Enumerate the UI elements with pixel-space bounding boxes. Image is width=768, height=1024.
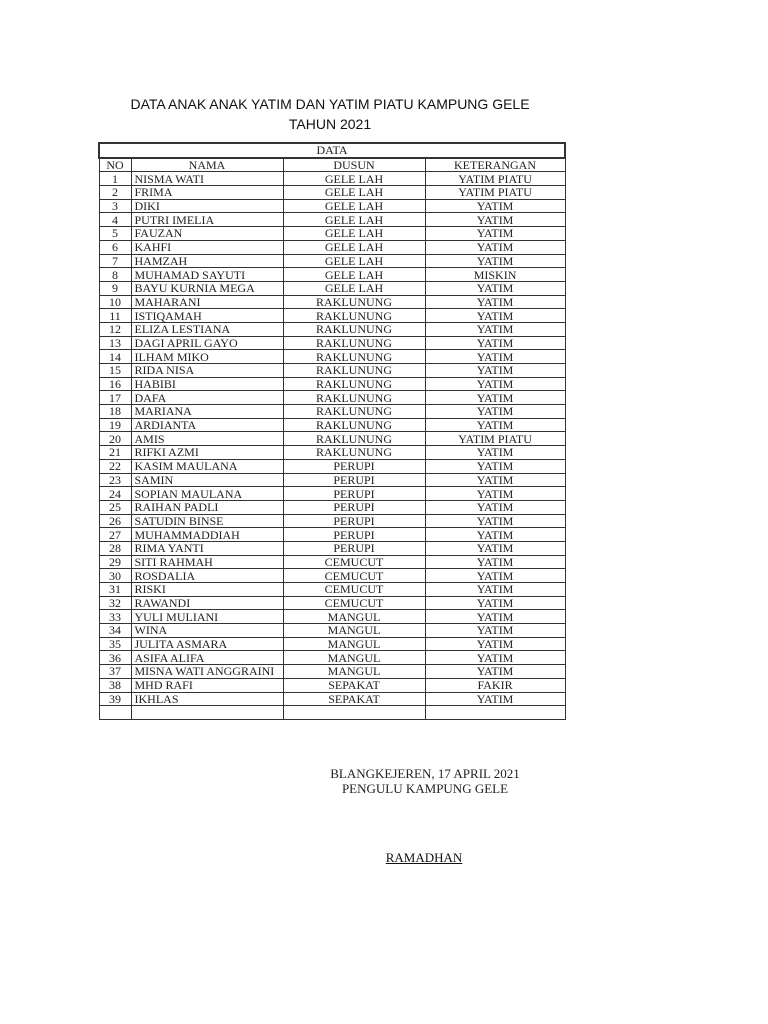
row-number: 38 [99, 678, 131, 692]
row-number: 11 [99, 309, 131, 323]
row-number: 23 [99, 473, 131, 487]
row-dusun: PERUPI [283, 541, 425, 555]
row-number: 24 [99, 487, 131, 501]
column-header-dusun: DUSUN [283, 158, 425, 172]
table-row [99, 377, 565, 391]
row-name: DAFA [131, 391, 283, 405]
row-name: SAMIN [131, 473, 283, 487]
column-header-nama: NAMA [131, 158, 283, 172]
table-group-header: DATA [99, 143, 565, 158]
row-dusun: PERUPI [283, 528, 425, 542]
table-row [99, 637, 565, 651]
row-number: 33 [99, 610, 131, 624]
row-dusun: PERUPI [283, 473, 425, 487]
row-keterangan: YATIM [425, 350, 565, 364]
table-row [99, 446, 565, 460]
empty-cell [131, 706, 283, 720]
row-dusun: RAKLUNUNG [283, 295, 425, 309]
table-row [99, 432, 565, 446]
row-number: 19 [99, 418, 131, 432]
row-dusun: SEPAKAT [283, 692, 425, 706]
row-name: KAHFI [131, 240, 283, 254]
row-dusun: RAKLUNUNG [283, 309, 425, 323]
row-keterangan: YATIM [425, 473, 565, 487]
table-row [99, 350, 565, 364]
row-name: MAHARANI [131, 295, 283, 309]
row-name: HABIBI [131, 377, 283, 391]
row-keterangan: YATIM [425, 240, 565, 254]
table-row [99, 555, 565, 569]
row-name: PUTRI IMELIA [131, 213, 283, 227]
row-keterangan: YATIM [425, 555, 565, 569]
row-keterangan: YATIM [425, 213, 565, 227]
row-keterangan: YATIM [425, 377, 565, 391]
row-dusun: GELE LAH [283, 213, 425, 227]
row-dusun: RAKLUNUNG [283, 405, 425, 419]
row-keterangan: YATIM [425, 569, 565, 583]
row-keterangan: YATIM [425, 651, 565, 665]
row-number: 13 [99, 336, 131, 350]
table-row [99, 678, 565, 692]
row-number: 30 [99, 569, 131, 583]
row-number: 34 [99, 624, 131, 638]
row-name: IKHLAS [131, 692, 283, 706]
row-keterangan: YATIM [425, 583, 565, 597]
table-row [99, 295, 565, 309]
row-name: ELIZA LESTIANA [131, 322, 283, 336]
row-number: 37 [99, 665, 131, 679]
table-row [99, 268, 565, 282]
row-number: 9 [99, 281, 131, 295]
row-dusun: GELE LAH [283, 268, 425, 282]
row-number: 26 [99, 514, 131, 528]
table-body [99, 172, 565, 720]
table-row [99, 487, 565, 501]
row-name: RIMA YANTI [131, 541, 283, 555]
row-number: 21 [99, 446, 131, 460]
signature-place-date: BLANGKEJEREN, 17 APRIL 2021 [330, 766, 520, 781]
row-number: 3 [99, 199, 131, 213]
row-number: 35 [99, 637, 131, 651]
table-row [99, 583, 565, 597]
row-keterangan: YATIM [425, 418, 565, 432]
row-name: DIKI [131, 199, 283, 213]
row-name: FRIMA [131, 186, 283, 200]
row-dusun: MANGUL [283, 637, 425, 651]
table-row [99, 186, 565, 200]
empty-table-row [99, 706, 565, 720]
column-header-no: NO [99, 158, 131, 172]
row-keterangan: YATIM [425, 487, 565, 501]
row-name: AMIS [131, 432, 283, 446]
row-number: 25 [99, 500, 131, 514]
row-name: JULITA ASMARA [131, 637, 283, 651]
row-keterangan: YATIM [425, 295, 565, 309]
row-keterangan: YATIM [425, 514, 565, 528]
row-keterangan: YATIM [425, 459, 565, 473]
row-number: 8 [99, 268, 131, 282]
row-name: ARDIANTA [131, 418, 283, 432]
row-number: 28 [99, 541, 131, 555]
row-keterangan: YATIM [425, 309, 565, 323]
row-name: MHD RAFI [131, 678, 283, 692]
row-number: 20 [99, 432, 131, 446]
row-name: MUHAMAD SAYUTI [131, 268, 283, 282]
row-keterangan: YATIM PIATU [425, 432, 565, 446]
row-dusun: GELE LAH [283, 281, 425, 295]
row-dusun: CEMUCUT [283, 569, 425, 583]
row-dusun: PERUPI [283, 487, 425, 501]
row-keterangan: YATIM [425, 364, 565, 378]
row-name: KASIM MAULANA [131, 459, 283, 473]
row-number: 22 [99, 459, 131, 473]
document-year: TAHUN 2021 [288, 116, 372, 132]
row-dusun: GELE LAH [283, 186, 425, 200]
table-row [99, 692, 565, 706]
table-row [99, 418, 565, 432]
row-name: SOPIAN MAULANA [131, 487, 283, 501]
table-row [99, 336, 565, 350]
row-name: DAGI APRIL GAYO [131, 336, 283, 350]
table-row [99, 391, 565, 405]
row-number: 16 [99, 377, 131, 391]
row-number: 31 [99, 583, 131, 597]
row-number: 15 [99, 364, 131, 378]
row-name: WINA [131, 624, 283, 638]
row-dusun: RAKLUNUNG [283, 432, 425, 446]
table-row [99, 528, 565, 542]
row-number: 18 [99, 405, 131, 419]
row-keterangan: YATIM [425, 391, 565, 405]
table-row [99, 254, 565, 268]
row-dusun: CEMUCUT [283, 555, 425, 569]
table-row [99, 199, 565, 213]
table-row [99, 405, 565, 419]
table-row [99, 213, 565, 227]
row-name: ROSDALIA [131, 569, 283, 583]
table-row [99, 281, 565, 295]
table-row [99, 624, 565, 638]
row-dusun: PERUPI [283, 459, 425, 473]
table-row [99, 596, 565, 610]
row-name: RAWANDI [131, 596, 283, 610]
table-row [99, 651, 565, 665]
row-dusun: RAKLUNUNG [283, 364, 425, 378]
row-dusun: RAKLUNUNG [283, 322, 425, 336]
row-dusun: RAKLUNUNG [283, 377, 425, 391]
row-name: RIFKI AZMI [131, 446, 283, 460]
row-name: MUHAMMADDIAH [131, 528, 283, 542]
row-dusun: GELE LAH [283, 254, 425, 268]
row-dusun: SEPAKAT [283, 678, 425, 692]
row-number: 10 [99, 295, 131, 309]
row-dusun: RAKLUNUNG [283, 350, 425, 364]
row-number: 29 [99, 555, 131, 569]
row-name: ISTIQAMAH [131, 309, 283, 323]
table-row [99, 309, 565, 323]
row-keterangan: YATIM PIATU [425, 186, 565, 200]
row-keterangan: YATIM [425, 254, 565, 268]
row-name: BAYU KURNIA MEGA [131, 281, 283, 295]
row-name: ILHAM MIKO [131, 350, 283, 364]
table-row [99, 500, 565, 514]
row-keterangan: YATIM [425, 199, 565, 213]
row-dusun: GELE LAH [283, 240, 425, 254]
signature-position: PENGULU KAMPUNG GELE [341, 781, 509, 796]
orphan-data-table [98, 142, 566, 720]
row-dusun: PERUPI [283, 500, 425, 514]
row-dusun: PERUPI [283, 514, 425, 528]
empty-cell [425, 706, 565, 720]
row-keterangan: YATIM [425, 624, 565, 638]
row-dusun: CEMUCUT [283, 583, 425, 597]
row-name: RISKI [131, 583, 283, 597]
empty-cell [283, 706, 425, 720]
row-name: SATUDIN BINSE [131, 514, 283, 528]
row-dusun: CEMUCUT [283, 596, 425, 610]
row-name: YULI MULIANI [131, 610, 283, 624]
table-row [99, 541, 565, 555]
row-keterangan: YATIM [425, 596, 565, 610]
row-name: MISNA WATI ANGGRAINI [131, 665, 283, 679]
row-keterangan: YATIM [425, 405, 565, 419]
row-dusun: GELE LAH [283, 172, 425, 186]
table-row [99, 172, 565, 186]
row-dusun: GELE LAH [283, 199, 425, 213]
row-name: MARIANA [131, 405, 283, 419]
row-number: 2 [99, 186, 131, 200]
row-keterangan: YATIM [425, 541, 565, 555]
row-name: RIDA NISA [131, 364, 283, 378]
row-name: ASIFA ALIFA [131, 651, 283, 665]
row-keterangan: MISKIN [425, 268, 565, 282]
row-dusun: RAKLUNUNG [283, 336, 425, 350]
row-number: 17 [99, 391, 131, 405]
row-name: FAUZAN [131, 227, 283, 241]
column-header-keterangan: KETERANGAN [425, 158, 565, 172]
table-row [99, 665, 565, 679]
row-number: 32 [99, 596, 131, 610]
empty-cell [99, 706, 131, 720]
row-number: 6 [99, 240, 131, 254]
table-row [99, 322, 565, 336]
row-dusun: RAKLUNUNG [283, 446, 425, 460]
row-dusun: MANGUL [283, 665, 425, 679]
row-dusun: MANGUL [283, 651, 425, 665]
row-dusun: RAKLUNUNG [283, 418, 425, 432]
table-row [99, 364, 565, 378]
row-keterangan: YATIM [425, 446, 565, 460]
row-keterangan: YATIM [425, 322, 565, 336]
row-dusun: RAKLUNUNG [283, 391, 425, 405]
table-row [99, 514, 565, 528]
row-number: 12 [99, 322, 131, 336]
row-number: 27 [99, 528, 131, 542]
row-keterangan: YATIM [425, 336, 565, 350]
row-keterangan: YATIM PIATU [425, 172, 565, 186]
row-keterangan: YATIM [425, 665, 565, 679]
row-keterangan: YATIM [425, 692, 565, 706]
document-title: DATA ANAK ANAK YATIM DAN YATIM PIATU KAMPUNG GELE [130, 96, 530, 112]
row-dusun: MANGUL [283, 610, 425, 624]
row-number: 4 [99, 213, 131, 227]
row-keterangan: YATIM [425, 227, 565, 241]
row-keterangan: YATIM [425, 500, 565, 514]
table-row [99, 473, 565, 487]
table-row [99, 569, 565, 583]
row-keterangan: YATIM [425, 281, 565, 295]
table-row [99, 459, 565, 473]
row-number: 7 [99, 254, 131, 268]
row-number: 36 [99, 651, 131, 665]
row-number: 1 [99, 172, 131, 186]
row-keterangan: YATIM [425, 610, 565, 624]
row-name: NISMA WATI [131, 172, 283, 186]
row-number: 39 [99, 692, 131, 706]
row-keterangan: FAKIR [425, 678, 565, 692]
row-dusun: MANGUL [283, 624, 425, 638]
row-name: SITI RAHMAH [131, 555, 283, 569]
table-row [99, 610, 565, 624]
row-number: 5 [99, 227, 131, 241]
row-name: HAMZAH [131, 254, 283, 268]
table-row [99, 227, 565, 241]
row-dusun: GELE LAH [283, 227, 425, 241]
row-name: RAIHAN PADLI [131, 500, 283, 514]
table-row [99, 240, 565, 254]
row-keterangan: YATIM [425, 528, 565, 542]
row-number: 14 [99, 350, 131, 364]
signature-name: RAMADHAN [385, 850, 463, 865]
row-keterangan: YATIM [425, 637, 565, 651]
